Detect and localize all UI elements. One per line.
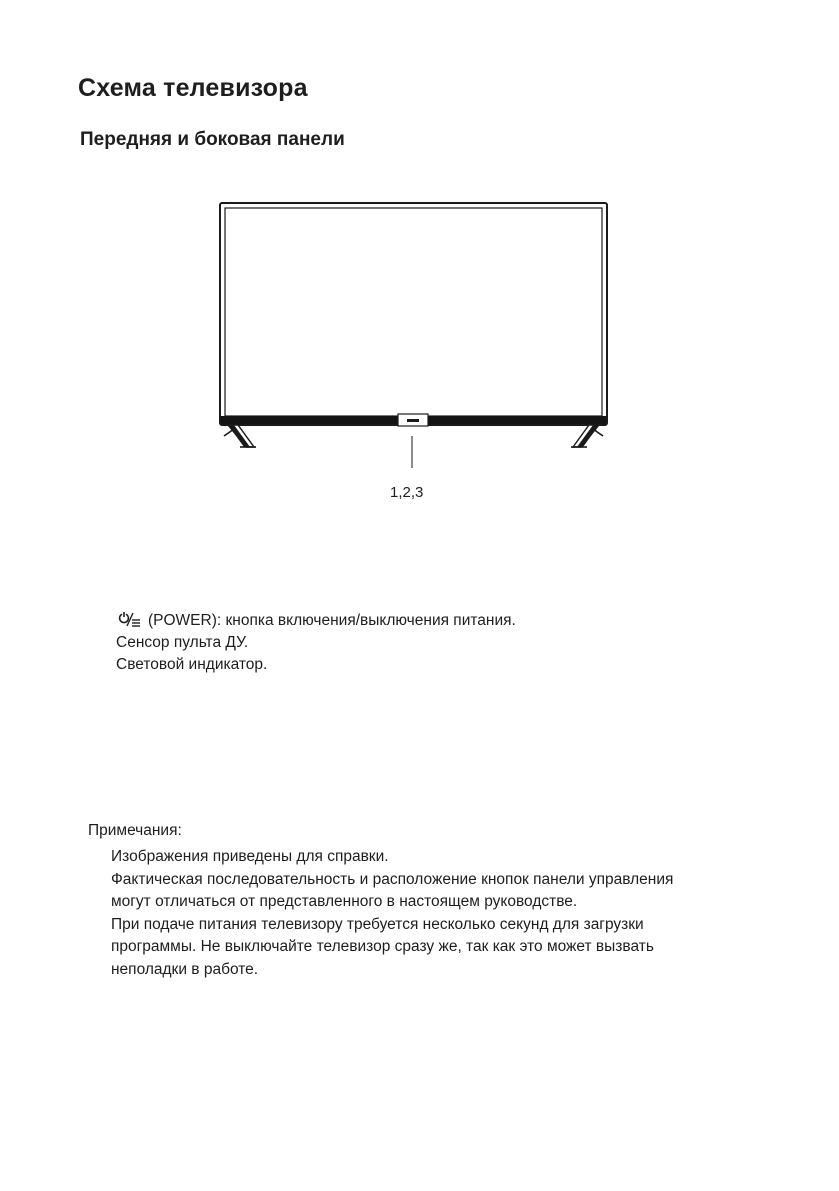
notes-title: Примечания: (88, 822, 182, 839)
feature-list (116, 610, 516, 676)
callout-label: 1,2,3 (390, 484, 424, 501)
note-line: могут отличаться от представленного в настоящем руководстве. (111, 893, 578, 910)
page-title: Схема телевизора (78, 74, 308, 102)
tv-screen (225, 208, 602, 416)
note-item (111, 914, 781, 982)
feature-power (116, 610, 516, 632)
feature-power-text: (POWER): кнопка включения/выключения питания. (148, 612, 516, 629)
note-line: Фактическая последовательность и расположение кнопок панели управления (111, 870, 674, 888)
tv-illustration (210, 195, 620, 505)
left-stand (224, 425, 256, 447)
section-subtitle: Передняя и боковая панели (80, 129, 345, 150)
note-line: Изображения приведены для справки. (111, 848, 389, 865)
feature-remote-sensor: Сенсор пульта ДУ. (116, 634, 249, 651)
note-line: При подаче питания телевизору требуется несколько секунд для загрузки (111, 915, 644, 933)
note-line: неполадки в работе. (111, 960, 259, 978)
right-stand (571, 425, 603, 447)
note-item (111, 869, 781, 914)
tv-control-module-detail (407, 419, 419, 422)
notes-list (111, 846, 781, 981)
note-item (111, 846, 781, 869)
power-menu-icon (116, 611, 142, 627)
tv-front-diagram (210, 195, 620, 505)
feature-indicator: Световой индикатор. (116, 656, 268, 673)
note-line: программы. Не выключайте телевизор сразу же, так как это может вызвать (111, 938, 654, 955)
